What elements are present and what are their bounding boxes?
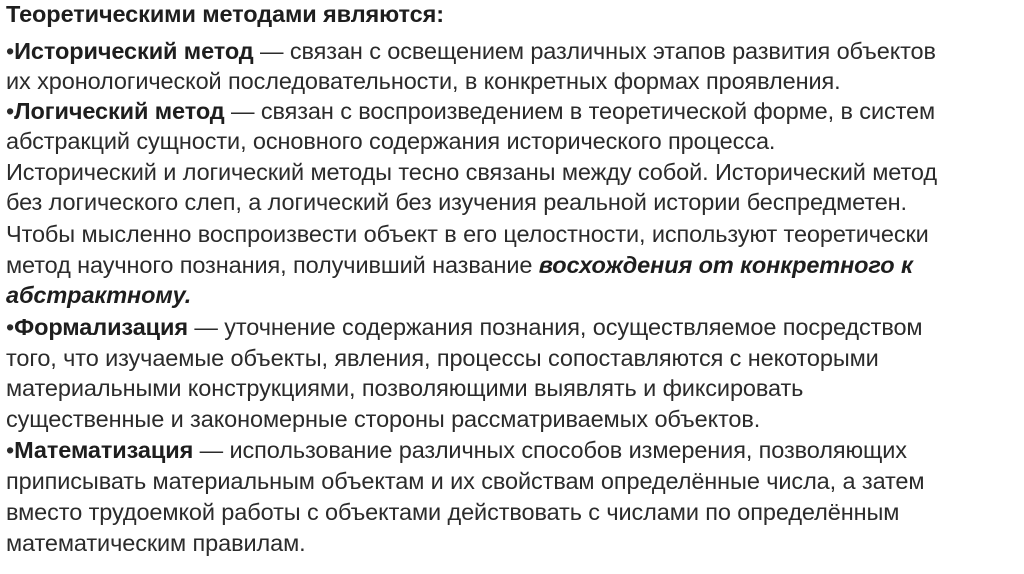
historical-method-term: Исторический метод <box>14 38 254 64</box>
mathematization-line-2: приписывать материальным объектам и их свойствам определённые числа, а затем <box>6 468 925 494</box>
mathematization-line-4: математическим правилам. <box>6 530 306 556</box>
logical-method-line-1 <box>6 97 935 126</box>
relation-text: метод научного познания, получивший название <box>6 252 539 278</box>
logical-method-line-2: абстракций сущности, основного содержания исторического процесса. <box>6 128 776 154</box>
formalization-line-4: существенные и закономерные стороны рассматриваемых объектов. <box>6 406 761 432</box>
ascent-term: восхождения от конкретного к <box>538 252 913 278</box>
relation-line-1: Исторический и логический методы тесно связаны между собой. Исторический метод <box>6 159 937 185</box>
relation-line-2: без логического слеп, а логический без изучения реальной истории беспредметен. <box>6 189 907 215</box>
mathematization-line-3: вместо трудоемкой работы с объектами действовать с числами по определённым <box>6 499 900 525</box>
formalization-text: — уточнение содержания познания, осуществляемое посредством <box>187 314 923 340</box>
historical-method-text: — связан с освещением различных этапов развития объектов <box>253 38 936 64</box>
bullet: • <box>6 98 15 124</box>
heading: Теоретическими методами являются: <box>6 1 444 27</box>
relation-line-4 <box>6 251 913 280</box>
logical-method-term: Логический метод <box>14 98 225 124</box>
bullet: • <box>6 314 15 340</box>
historical-method-line-1 <box>6 37 936 66</box>
mathematization-text: — использование различных способов измерения, позволяющих <box>193 437 907 463</box>
bullet: • <box>6 38 15 64</box>
bullet: • <box>6 437 15 463</box>
formalization-line-2: того, что изучаемые объекты, явления, процессы сопоставляются с некоторыми <box>6 345 879 371</box>
historical-method-line-2: их хронологической последовательности, в конкретных формах проявления. <box>6 68 841 94</box>
logical-method-text: — связан с воспроизведением в теоретической форме, в систем <box>224 98 936 124</box>
relation-line-5: абстрактному. <box>6 282 192 308</box>
relation-line-3: Чтобы мысленно воспроизвести объект в его целостности, используют теоретически <box>6 221 929 247</box>
formalization-line-1 <box>6 313 922 342</box>
mathematization-line-1 <box>6 436 907 465</box>
formalization-term: Формализация <box>14 314 188 340</box>
mathematization-term: Математизация <box>14 437 194 463</box>
formalization-line-3: материальными конструкциями, позволяющими выявлять и фиксировать <box>6 375 804 401</box>
